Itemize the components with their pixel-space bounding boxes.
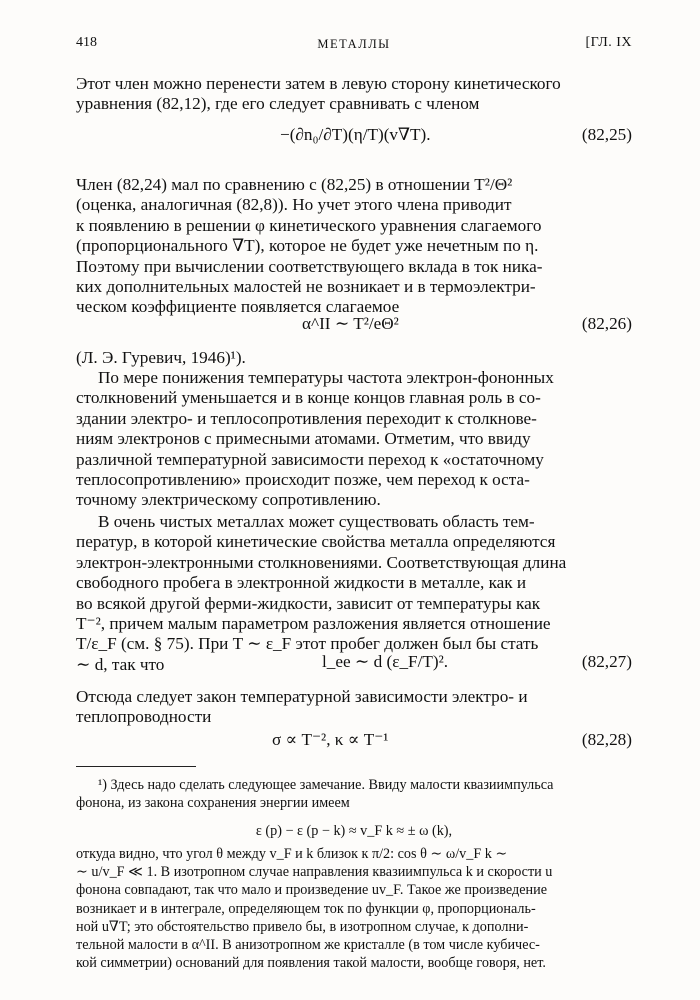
text-line: Этот член можно перенести затем в левую сторону кинетического [76,74,561,93]
text-line: фонона, из закона сохранения энергии имеем [76,795,350,812]
equation-formula: −(∂n₀/∂T)(η/T)(v∇T). [280,125,431,144]
equation-number: (82,27) [581,652,632,671]
paragraph [76,687,632,728]
equation-number: (82,28) [581,730,632,749]
text-line: здании электро- и теплосопротивления переходит к столкнове- [76,408,537,428]
text-line: (Л. Э. Гуревич, 1946)¹). [76,348,246,367]
text-line: ператур, в которой кинетические свойства металла определяются [76,532,556,552]
footnote-rule [76,766,196,767]
text-line: фонона совпадают, так что мало и произведение uv_F. Такое же произведение [76,882,548,899]
text-line: (оценка, аналогичная (82,8)). Но учет этого члена приводит [76,195,512,215]
text-line: ∼ d, так что [76,654,165,674]
equation-82-28 [76,730,632,754]
text-line: электрон-электронными столкновениями. Соответствующая длина [76,552,567,572]
text-line: свободного пробега в электронной жидкости в металле, как и [76,573,527,593]
text-line: возникает и в интеграле, определяющем ток по функции φ, пропорциональ- [76,900,536,917]
footnote-equation: ε (p) − ε (p − k) ≈ v_F k ≈ ± ω (k), [255,823,453,839]
text-line: T⁻², причем малым параметром разложения является отношение [76,614,551,634]
paragraph [76,74,632,115]
text-line: По мере понижения температуры частота электрон-фононных [98,368,554,387]
text-line: ких дополнительных малостей не возникает и в термоэлектри- [76,277,536,297]
text-line: ческом коэффициенте появляется слагаемое [76,297,400,317]
footnote-text [76,776,632,812]
running-title: МЕТАЛЛЫ [317,37,391,51]
citation-line [76,348,632,368]
text-line: Член (82,24) мал по сравнению с (82,25) в отношении T²/Θ² [76,175,513,194]
equation-number: (82,25) [581,125,632,144]
paragraph [76,368,632,511]
text-line: Отсюда следует закон температурной зависимости электро- и [76,687,528,706]
equation-formula: σ ∝ T⁻², κ ∝ T⁻¹ [272,730,389,749]
text-line: к появлению в решении φ кинетического уравнения слагаемого [76,215,542,235]
text-line: теплосопротивлению» происходит позже, чем переход к оста- [76,470,530,490]
equation-formula: l_ee ∼ d (ε_F/T)². [322,652,449,671]
equation-82-27 [76,652,632,676]
text-line: Поэтому при вычислении соответствующего вклада в ток ника- [76,256,543,276]
text-line: различной температурной зависимости переход к «остаточному [76,449,544,469]
equation-formula: α^II ∼ T²/eΘ² [302,314,399,333]
text-line: ¹) Здесь надо сделать следующее замечание. Ввиду малости квазиимпульса [98,777,554,793]
equation-82-26 [76,314,632,338]
text-line: кой симметрии) оснований для появления такой малости, вообще говоря, нет. [76,955,546,972]
text-line: столкновений уменьшается и в конце концов главная роль в со- [76,388,541,408]
text-line: (пропорционального ∇T), которое не будет уже нечетным по η. [76,236,539,256]
text-line: откуда видно, что угол θ между v_F и k близок к π/2: cos θ ∼ ω/v_F k ∼ [76,846,508,862]
running-header [76,35,632,57]
equation-number: (82,26) [581,314,632,333]
text-line: уравнения (82,12), где его следует сравнивать с членом [76,94,480,114]
text-line: во всякой другой ферми-жидкости, зависит от температуры как [76,593,541,613]
text-line: ∼ u/v_F ≪ 1. В изотропном случае направления квазиимпульса k и скорости u [76,864,553,881]
page-number: 418 [76,35,97,50]
paragraph [76,512,632,675]
text-line: теплопроводности [76,707,212,727]
chapter-label: [ГЛ. IX [585,35,632,50]
text-line: T/ε_F (см. § 75). При T ∼ ε_F этот пробег должен был бы стать [76,634,539,654]
footnote-text [76,845,632,972]
text-line: ной u∇T; это обстоятельство привело бы, в изотропном случае, к дополни- [76,918,529,935]
text-line: тельной малости в α^II. В анизотропном же кристалле (в том числе кубичес- [76,937,540,954]
text-line: В очень чистых металлах может существовать область тем- [98,512,535,531]
paragraph [76,175,632,318]
equation-82-25 [76,125,632,149]
text-line: ниям электронов с примесными атомами. Отметим, что ввиду [76,429,531,449]
text-line: точному электрическому сопротивлению. [76,490,381,510]
